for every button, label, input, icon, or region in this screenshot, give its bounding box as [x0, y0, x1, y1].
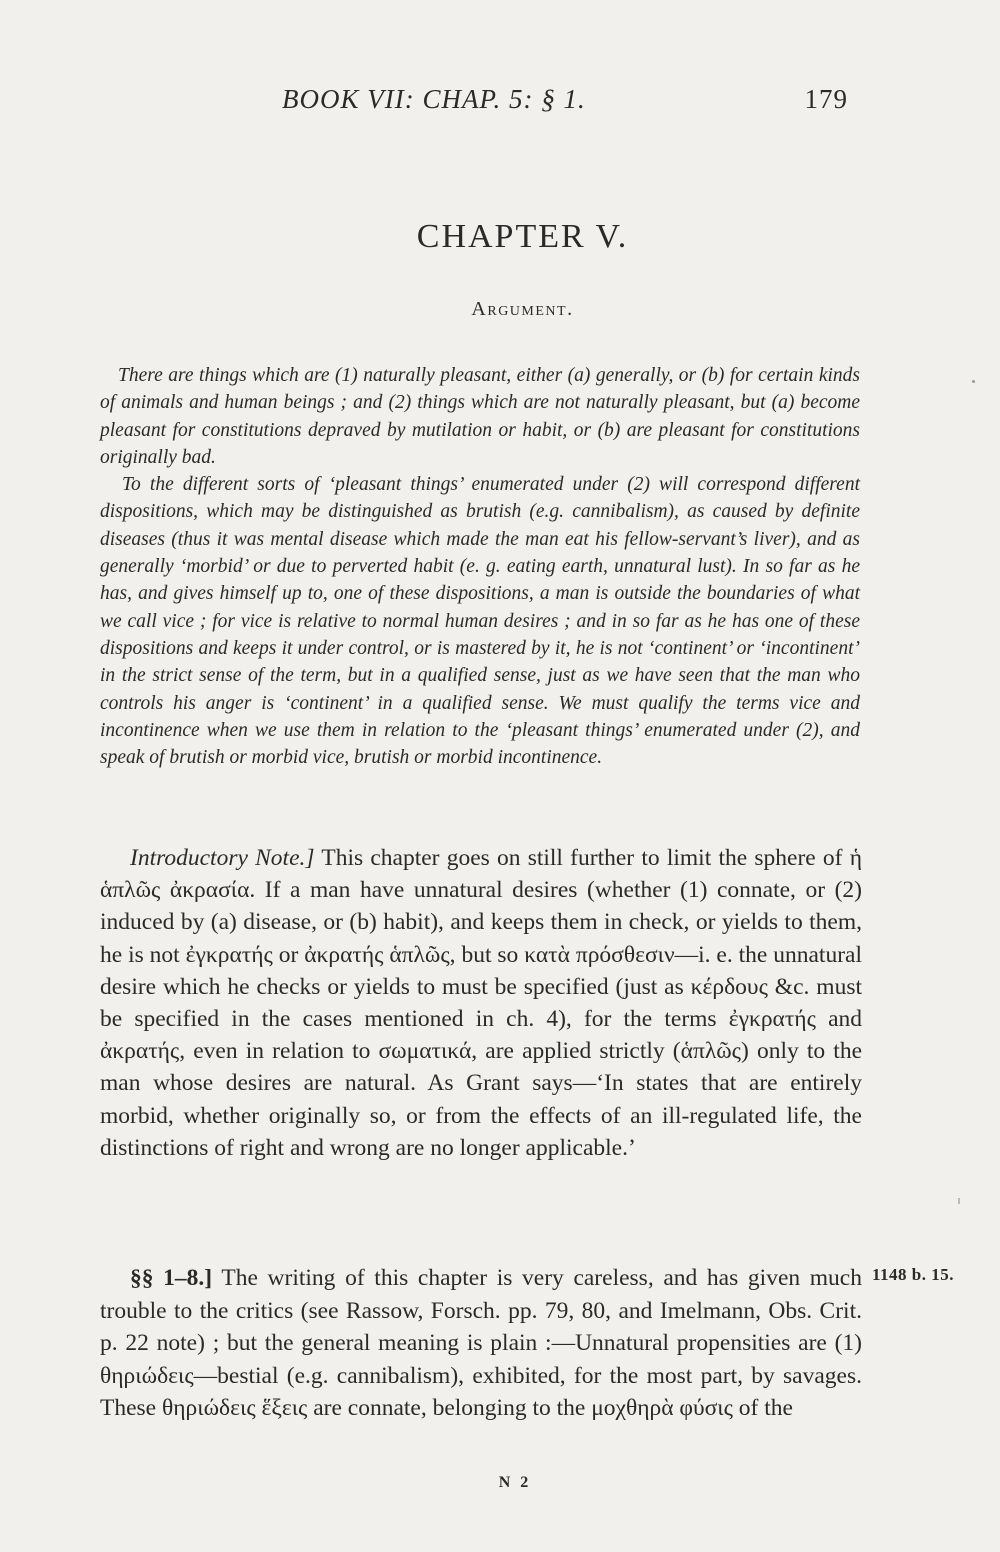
- section-text: The writing of this chapter is very careless, and has given much trouble to the critics (see Rassow, Forsch. pp. 79, 80, and Imelmann, Obs. Crit. p. 22 note) ; but the general meaning is plain :—Unnatural propensities are (1) θηριώδεις—bestial (e.g. cannibalism), exhibited, for the most part, by savages. These θηριώδεις ἕξεις are connate, belonging to the μοχθηρὰ φύσις of the: [100, 1265, 862, 1422]
- margin-reference: 1148 b. 15.: [872, 1265, 955, 1284]
- paper-speck: [958, 1198, 960, 1204]
- argument-block: [100, 362, 860, 771]
- running-head: [282, 84, 848, 115]
- introductory-note: [100, 842, 862, 1164]
- page-number: 179: [804, 84, 848, 114]
- chapter-title: CHAPTER V.: [416, 218, 629, 255]
- introductory-note-label: Introductory Note.]: [130, 845, 315, 871]
- argument-paragraph-1: There are things which are (1) naturally pleasant, either (a) generally, or (b) for certain kinds of animals and human beings ; and (2) things which are not naturally pleasant, but (a) become pleasant for constitutions depraved by mutilation or habit, or (b) are pleasant for constitutions originally bad.: [100, 365, 860, 468]
- argument-heading: Argument.: [471, 298, 574, 320]
- introductory-note-text: This chapter goes on still further to limit the sphere of ἡ ἁπλῶς ἀκρασία. If a man have unnatural desires (whether (1) connate, or (2) induced by (a) disease, or (b) habit), and keeps them in check, or yields to them, he is not ἐγκρατής or ἀκρατής ἁπλῶς, but so κατὰ πρόσθεσιν—i. e. the unnatural desire which he checks or yields to must be specified (just as κέρδους &c. must be specified in the cases mentioned in ch. 4), for the terms ἐγκρατής and ἀκρατής, even in relation to σωματικά, are applied strictly (ἁπλῶς) only to the man whose desires are natural. As Grant says—‘In states that are entirely morbid, whether originally so, or from the effects of an ill-regulated life, the distinctions of right and wrong are no longer applicable.’: [100, 845, 862, 1161]
- introductory-note-paragraph: [100, 842, 862, 1164]
- running-head-title: BOOK VII: CHAP. 5: § 1.: [282, 84, 586, 114]
- commentary-paragraph: [100, 1262, 862, 1425]
- argument-paragraph-2: To the different sorts of ‘pleasant things’ enumerated under (2) will correspond different dispositions, which may be distinguished as brutish (e.g. cannibalism), as caused by definite diseases (thus it was mental disease which made the man eat his fellow-servant’s liver), and as generally ‘morbid’ or due to perverted habit (e. g. eating earth, unnatural lust). In so far as he has, and gives himself up to, one of these dispositions, a man is outside the boundaries of what we call vice ; for vice is relative to normal human desires ; and in so far as he has one of these dispositions and keeps it under control, or is mastered by it, he is not ‘continent’ or ‘incontinent’ in the strict sense of the term, but in a qualified sense, just as we have seen that the man who controls his anger is ‘continent’ in a qualified sense. We must qualify the terms vice and incontinence when we use them in relation to the ‘pleasant things’ enumerated under (2), and speak of brutish or morbid vice, brutish or morbid incontinence.: [100, 474, 860, 769]
- section-label: §§ 1–8.]: [130, 1265, 213, 1291]
- paper-speck: [972, 380, 975, 383]
- signature-mark: N 2: [498, 1474, 532, 1491]
- commentary-section: [100, 1262, 862, 1425]
